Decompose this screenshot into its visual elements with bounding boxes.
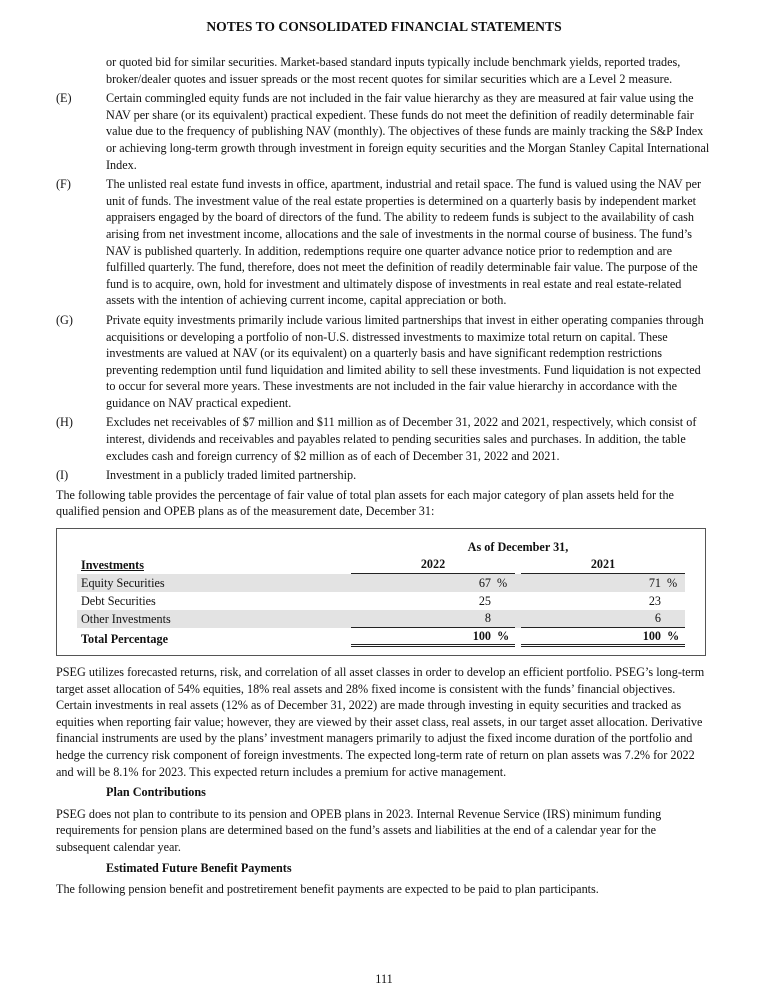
table-header-row xyxy=(77,556,685,574)
footnote-label: (H) xyxy=(56,415,73,430)
total-2021: 100 % xyxy=(521,628,685,648)
plan-contributions-heading: Plan Contributions xyxy=(106,785,206,800)
row-label: Equity Securities xyxy=(77,574,351,592)
plan-assets-table-box xyxy=(56,528,706,656)
group-header: As of December 31, xyxy=(467,540,569,555)
column-header-2021: 2021 xyxy=(521,556,685,574)
value-2022: 8 xyxy=(351,610,515,628)
footnote-text: Excludes net receivables of $7 million and $11 million as of December 31, 2022 and 2021, respectively, which consist of interest, dividends and receivables and payables related to pending securities sales and purchases. In addition, the table excludes cash and foreign currency of $2 million as of each of December 31, 2022 and 2021. xyxy=(106,415,697,463)
value-2022: 67 % xyxy=(351,574,515,592)
total-label: Total Percentage xyxy=(81,631,168,646)
footnote-h xyxy=(56,414,712,464)
asset-allocation-paragraph: PSEG utilizes forecasted returns, risk, and correlation of all asset classes in order to develop an efficient portfolio. PSEG’s long-term target asset allocation of 54% equities, 18% real assets and 28% fixed income is consistent with the funds’ financial objectives. Certain investments in real assets (12% as of December 31, 2022) are made through investing in equity securities and tracked as equities when reporting fair value; however, they are viewed by their asset class, real assets, in our target asset allocation. Derivative financial instruments are used by the plans’ investment managers primarily to adjust the fixed income duration of the portfolio and hedge the currency risk component of foreign investments. The expected long-term rate of return on plan assets was 7.2% for 2022 and will be 8.1% for 2023. This expected return includes a premium for active management. xyxy=(56,665,705,779)
column-header-2022: 2022 xyxy=(351,556,515,574)
table-intro-paragraph: The following table provides the percentage of fair value of total plan assets for each major category of plan assets held for the qualified pension and OPEB plans as of the measurement date, December 31: xyxy=(56,487,674,519)
footnote-f xyxy=(56,176,712,309)
footnote-text: The unlisted real estate fund invests in office, apartment, industrial and retail space. The fund is valued using the NAV per unit of funds. The investment value of the real estate properties is determined on a quarterly basis by independent market appraisers engaged by the board of directors of the fund. The ability to redeem funds is subject to the availability of cash arising from net investment income, allocations and the sale of investments in the normal course of business. The fund’s NAV is published quarterly. In addition, redemptions require one quarter advance notice prior to redemption and are fulfilled quarterly. The fund, therefore, does not meet the definition of readily determinable fair value. The purpose of the fund is to acquire, own, hold for investment and ultimately dispose of investments in real estate and real estate-related assets with the intention of achieving current income, capital appreciation or both. xyxy=(106,177,702,308)
footnote-e xyxy=(56,90,712,173)
column-header-investments: Investments xyxy=(81,558,144,573)
footnote-text: Investment in a publicly traded limited partnership. xyxy=(106,468,357,483)
table-row xyxy=(77,574,685,592)
table-total-row xyxy=(77,628,685,648)
total-2022: 100 % xyxy=(351,628,515,648)
footnote-i xyxy=(56,467,712,484)
future-benefit-payments-paragraph: The following pension benefit and postretirement benefit payments are expected to be paid to plan participants. xyxy=(56,882,599,897)
footnote-label: (G) xyxy=(56,312,73,327)
footnote-label: (E) xyxy=(56,91,72,106)
footnote-label: (F) xyxy=(56,177,71,192)
footnote-text: Certain commingled equity funds are not included in the fair value hierarchy as they are measured at fair value using the NAV per share (or its equivalent) practical expedient. These funds do not meet the definition of readily determinable fair value due to the frequency of publishing NAV (monthly). The objectives of these funds are mainly tracking the S&P Index or achieving long-term growth through investment in foreign equity securities and the Morgan Stanley Capital International Index. xyxy=(106,91,710,172)
value-2022: 25 xyxy=(478,594,491,609)
row-label: Debt Securities xyxy=(81,594,156,609)
plan-contributions-paragraph: PSEG does not plan to contribute to its pension and OPEB plans in 2023. Internal Revenue Service (IRS) minimum funding requirements for pension plans are determined based on the fund’s assets and liabilities at the end of a calendar year for the subsequent calendar year. xyxy=(56,806,662,854)
table-group-header-row xyxy=(77,539,685,556)
value-2021: 6 xyxy=(521,610,685,628)
document-body xyxy=(56,54,712,902)
page-title: NOTES TO CONSOLIDATED FINANCIAL STATEMENTS xyxy=(206,19,562,34)
table-row xyxy=(77,592,685,610)
footnote-g xyxy=(56,312,712,412)
table-row xyxy=(77,610,685,628)
future-benefit-payments-heading: Estimated Future Benefit Payments xyxy=(106,860,292,875)
plan-assets-table xyxy=(77,539,685,647)
row-label: Other Investments xyxy=(77,610,351,628)
page-number: 111 xyxy=(375,972,393,986)
footnote-text: Private equity investments primarily include various limited partnerships that invest in either operating companies through acquisitions or developing a portfolio of non-U.S. distressed investments to maximize total return on capital. These investments are valued at NAV (or its equivalent) on a quarterly basis and have significant redemption restrictions preventing redemption until fund liquidation and limited ability to sell these investments. Fund liquidation is not expected to occur for several more years. These investments are not included in the fair value hierarchy in accordance with the guidance on NAV practical expedient. xyxy=(106,312,704,410)
value-2021: 71 % xyxy=(521,574,685,592)
footnote-label: (I) xyxy=(56,468,69,483)
continuation-paragraph: or quoted bid for similar securities. Market-based standard inputs typically include benchmark yields, reported trades, broker/dealer quotes and issuer spreads or the most recent quotes for similar securities which are a Level 2 measure. xyxy=(106,55,681,86)
value-2021: 23 xyxy=(648,594,661,609)
